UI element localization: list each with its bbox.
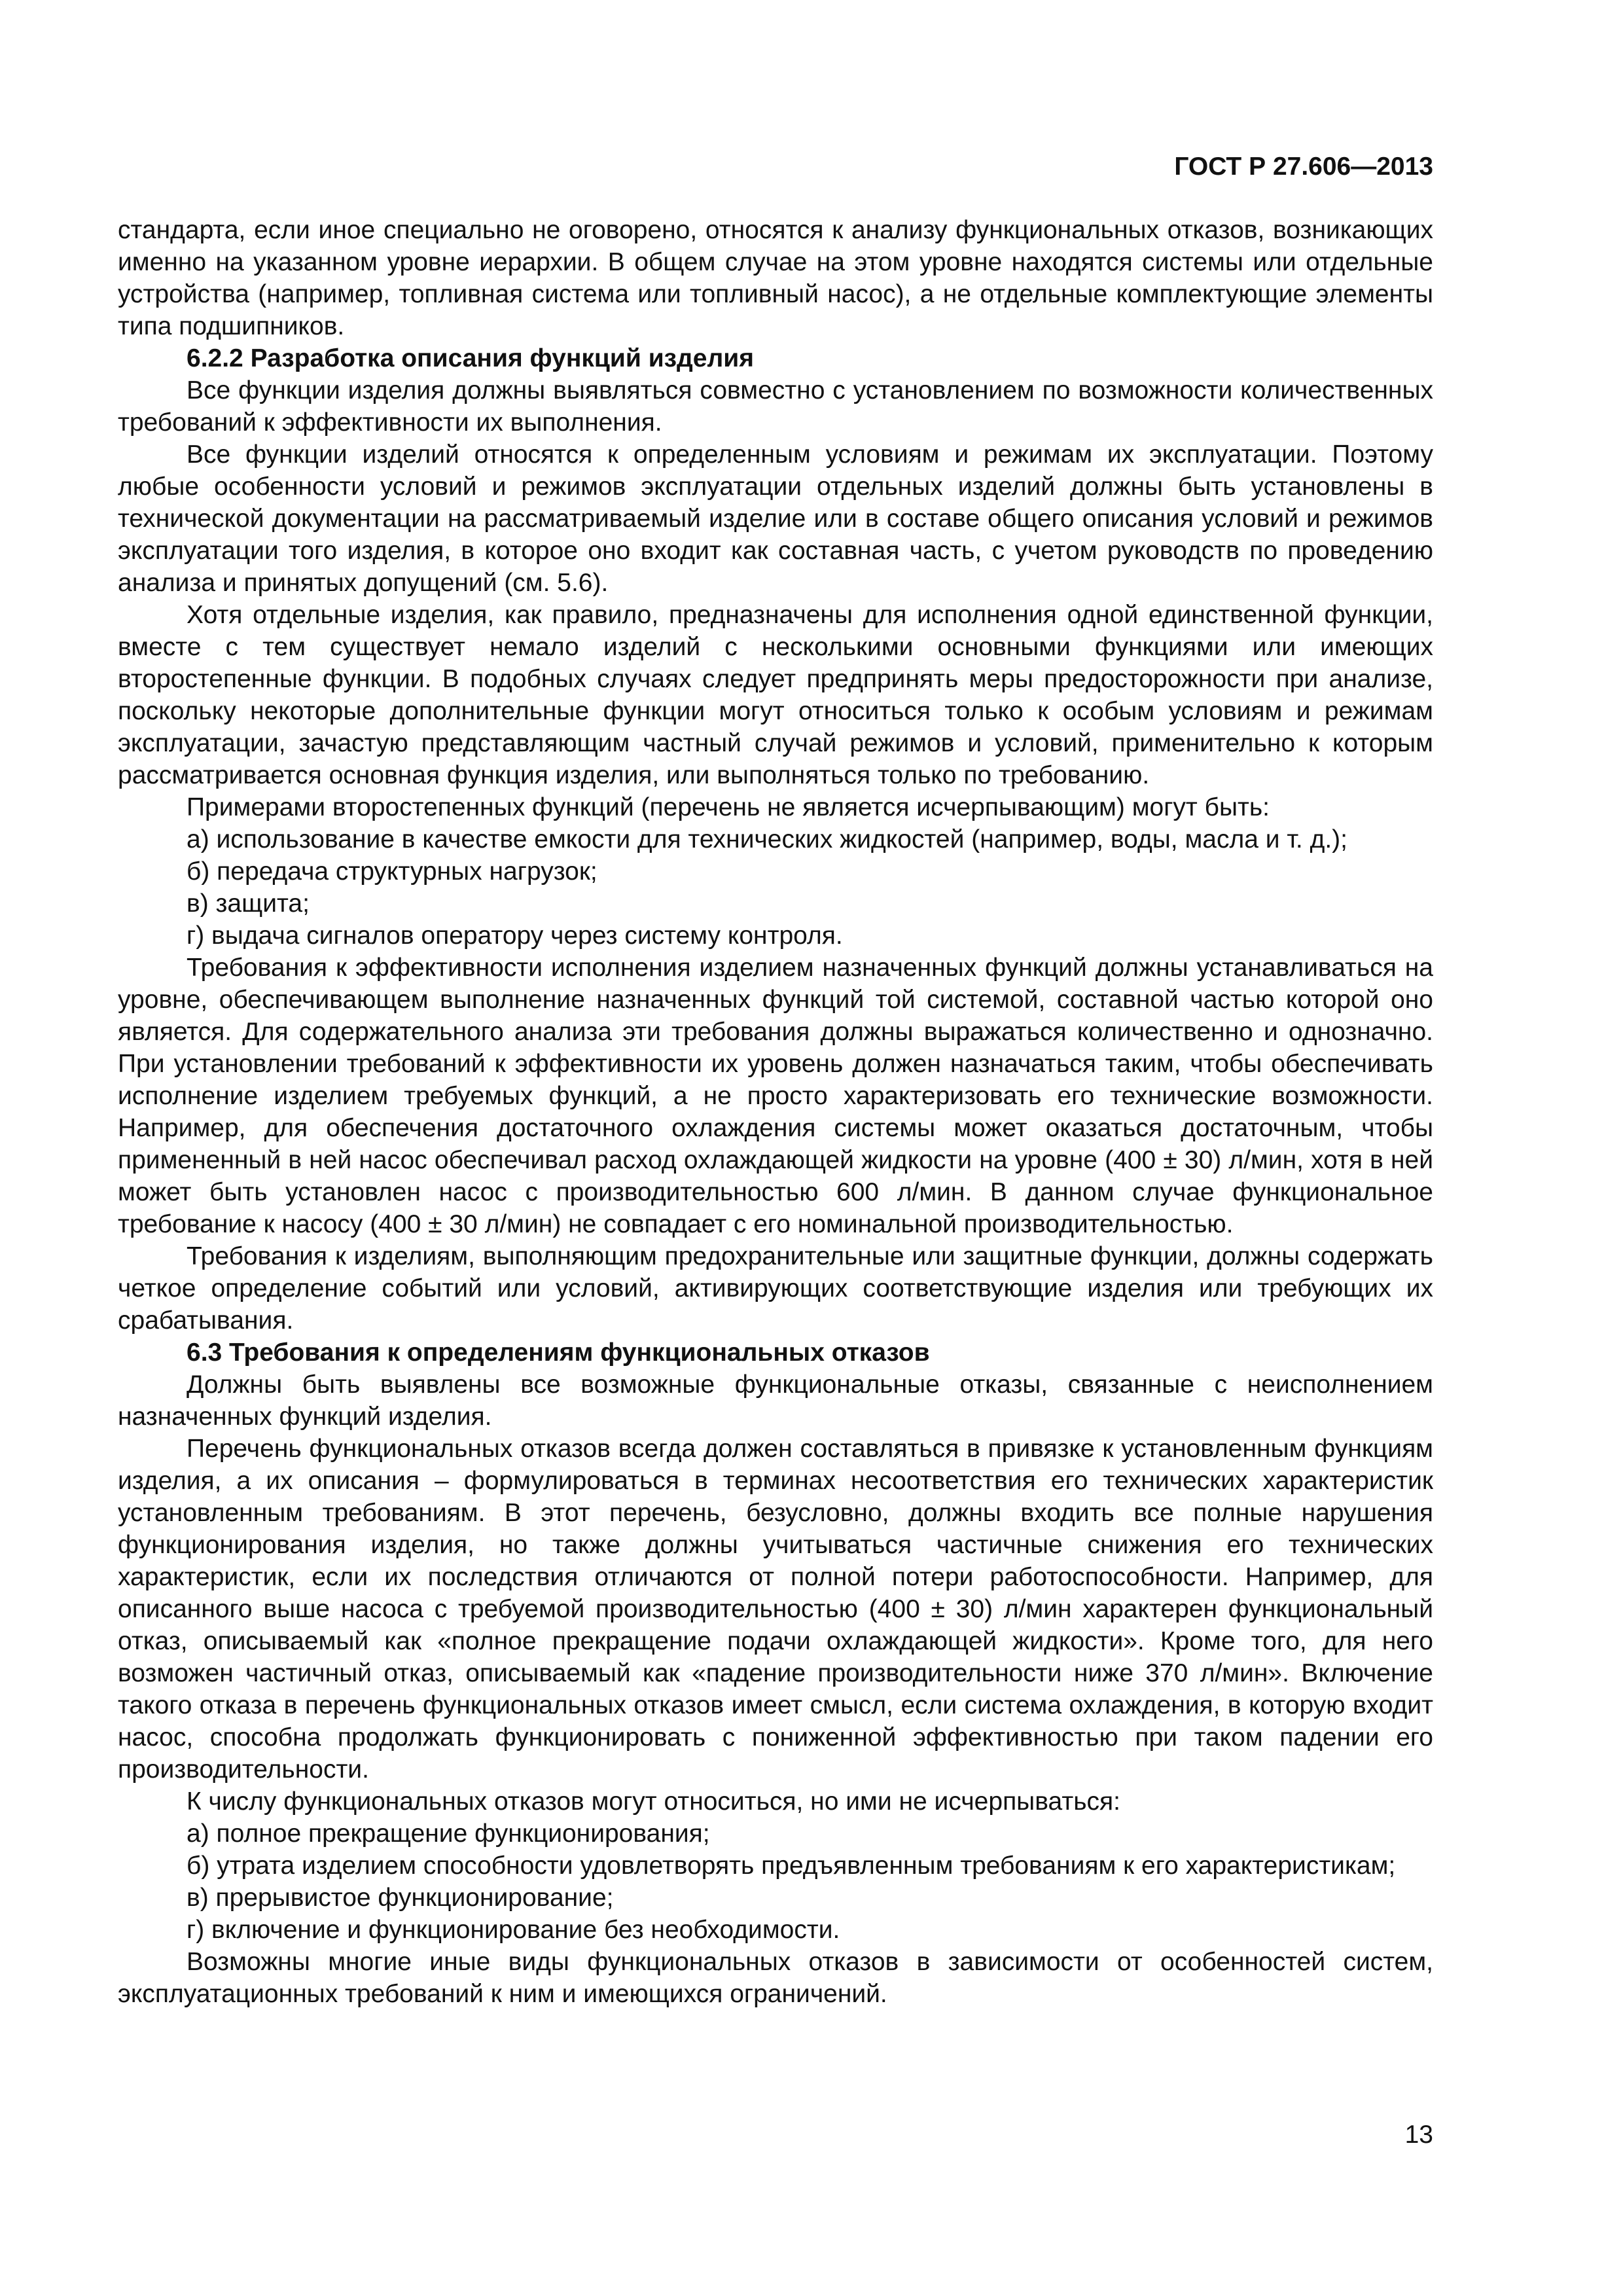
- paragraph: Все функции изделий относятся к определенным условиям и режимам их эксплуатации. Поэтому любые особенности условий и режимов эксплуатации отдельных изделий должны быть установлены в технической документации на рассматриваемый изделие или в составе общего описания условий и режимов эксплуатации того изделия, в которое оно входит как составная часть, с учетом руководств по проведению анализа и принятых допущений (см. 5.6).: [118, 440, 1433, 597]
- paragraph: Должны быть выявлены все возможные функциональные отказы, связанные с неисполнением назначенных функций изделия.: [118, 1371, 1433, 1431]
- page-number: 13: [1404, 2121, 1433, 2149]
- list-item: б) утрата изделием способности удовлетворять предъявленным требованиям к его характеристикам;: [187, 1852, 1396, 1880]
- list-item: г) включение и функционирование без необходимости.: [187, 1916, 840, 1944]
- paragraph: Возможны многие иные виды функциональных отказов в зависимости от особенностей систем, эксплуатационных требований к ним и имеющихся ограничений.: [118, 1948, 1433, 2008]
- section-heading-6-2-2: 6.2.2 Разработка описания функций изделия: [187, 344, 755, 372]
- document-page: [118, 151, 1433, 2010]
- paragraph: Требования к эффективности исполнения изделием назначенных функций должны устанавливаться на уровне, обеспечивающем выполнение назначенных функций той системой, составной частью которой оно является. Для содержательного анализа эти требования должны выражаться количественно и однозначно. При установлении требований к эффективности их уровень должен назначаться таким, чтобы обеспечивать исполнение изделием требуемых функций, а не просто характеризовать его технические возможности. Например, для обеспечения достаточного охлаждения системы может оказаться достаточным, чтобы примененный в ней насос обеспечивал расход охлаждающей жидкости на уровне (400 ± 30) л/мин, хотя в ней может быть установлен насос с производительностью 600 л/мин. В данном случае функциональное требование к насосу (400 ± 30 л/мин) не совпадает с его номинальной производительностью.: [118, 954, 1433, 1238]
- list-item: а) использование в качестве емкости для технических жидкостей (например, воды, масла и т. д.);: [187, 825, 1348, 853]
- paragraph: Все функции изделия должны выявляться совместно с установлением по возможности количественных требований к эффективности их выполнения.: [118, 376, 1433, 437]
- paragraph: Примерами второстепенных функций (перечень не является исчерпывающим) могут быть:: [187, 793, 1270, 821]
- paragraph: Перечень функциональных отказов всегда должен составляться в привязке к установленным функциям изделия, а их описания – формулироваться в терминах несоответствия его технических характеристик установленным требованиям. В этот перечень, безусловно, должны входить все полные нарушения функционирования изделия, но также должны учитываться частичные снижения его технических характеристик, если их последствия отличаются от полной потери работоспособности. Например, для описанного выше насоса с требуемой производительностью (400 ± 30) л/мин характерен функциональный отказ, описываемый как «полное прекращение подачи охлаждающей жидкости». Кроме того, для него возможен частичный отказ, описываемый как «падение производительности ниже 370 л/мин». Включение такого отказа в перечень функциональных отказов имеет смысл, если система охлаждения, в которую входит насос, способна продолжать функционировать с пониженной эффективностью при таком падении его производительности.: [118, 1435, 1433, 1784]
- paragraph: Требования к изделиям, выполняющим предохранительные или защитные функции, должны содержать четкое определение событий или условий, активирующих соответствующие изделия или требующих их срабатывания.: [118, 1242, 1433, 1335]
- section-heading-6-3: 6.3 Требования к определениям функциональных отказов: [187, 1338, 930, 1367]
- document-header: ГОСТ Р 27.606—2013: [1174, 152, 1433, 181]
- list-item: в) защита;: [187, 889, 310, 918]
- list-item: а) полное прекращение функционирования;: [187, 1820, 710, 1848]
- paragraph: К числу функциональных отказов могут относиться, но ими не исчерпываться:: [187, 1787, 1120, 1816]
- list-item: б) передача структурных нагрузок;: [187, 857, 597, 886]
- paragraph-continuation: стандарта, если иное специально не оговорено, относятся к анализу функциональных отказов, возникающих именно на указанном уровне иерархии. В общем случае на этом уровне находятся системы или отдельные устройства (например, топливная система или топливный насос), а не отдельные комплектующие элементы типа подшипников.: [118, 216, 1433, 340]
- list-item: г) выдача сигналов оператору через систему контроля.: [187, 922, 843, 950]
- list-item: в) прерывистое функционирование;: [187, 1884, 614, 1912]
- paragraph: Хотя отдельные изделия, как правило, предназначены для исполнения одной единственной функции, вместе с тем существует немало изделий с несколькими основными функциями или имеющих второстепенные функции. В подобных случаях следует предпринять меры предосторожности при анализе, поскольку некоторые дополнительные функции могут относиться только к особым условиям и режимам эксплуатации, зачастую представляющим частный случай режимов и условий, применительно к которым рассматривается основная функция изделия, или выполняться только по требованию.: [118, 601, 1433, 789]
